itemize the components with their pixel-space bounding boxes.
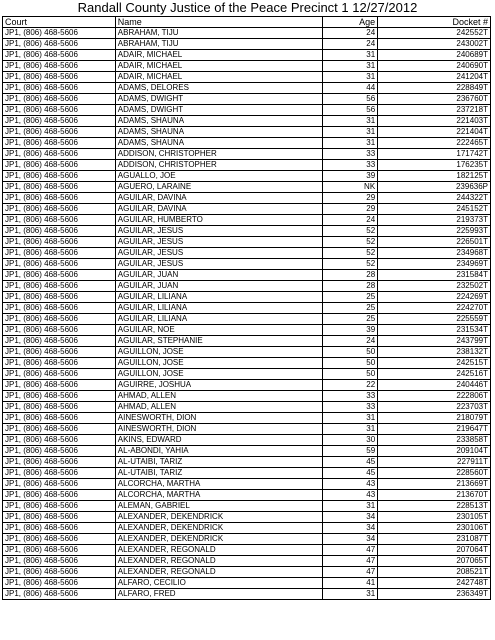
- cell-name: ALEMAN, GABRIEL: [115, 501, 322, 512]
- cell-name: ALEXANDER, DEKENDRICK: [115, 523, 322, 534]
- cell-age: 43: [323, 490, 378, 501]
- cell-age: 33: [323, 391, 378, 402]
- cell-name: ALEXANDER, REGONALD: [115, 556, 322, 567]
- cell-age: 24: [323, 39, 378, 50]
- cell-docket: 240690T: [378, 61, 491, 72]
- cell-court: JP1, (806) 468-5606: [3, 105, 116, 116]
- cell-docket: 236760T: [378, 94, 491, 105]
- cell-name: AGUILAR, JESUS: [115, 259, 322, 270]
- cell-docket: 222465T: [378, 138, 491, 149]
- table-row: [3, 534, 491, 545]
- cell-age: 34: [323, 523, 378, 534]
- cell-docket: 227911T: [378, 457, 491, 468]
- cell-docket: 230105T: [378, 512, 491, 523]
- table-row: [3, 61, 491, 72]
- cell-age: 25: [323, 314, 378, 325]
- table-row: [3, 501, 491, 512]
- cell-age: 33: [323, 402, 378, 413]
- cell-age: 52: [323, 226, 378, 237]
- cell-name: ADAIR, MICHAEL: [115, 61, 322, 72]
- cell-docket: 224269T: [378, 292, 491, 303]
- cell-name: AGUILAR, DAVINA: [115, 193, 322, 204]
- cell-court: JP1, (806) 468-5606: [3, 182, 116, 193]
- cell-name: ADAMS, SHAUNA: [115, 138, 322, 149]
- cell-age: 31: [323, 72, 378, 83]
- table-row: [3, 402, 491, 413]
- cell-docket: 182125T: [378, 171, 491, 182]
- cell-age: 39: [323, 171, 378, 182]
- table-row: [3, 347, 491, 358]
- cell-name: AGUILAR, JUAN: [115, 270, 322, 281]
- cell-name: ALEXANDER, REGONALD: [115, 567, 322, 578]
- cell-docket: 228560T: [378, 468, 491, 479]
- column-header-name: Name: [115, 17, 322, 28]
- cell-name: ADDISON, CHRISTOPHER: [115, 160, 322, 171]
- cell-court: JP1, (806) 468-5606: [3, 380, 116, 391]
- table-row: [3, 226, 491, 237]
- table-row: [3, 215, 491, 226]
- cell-name: ADAMS, DWIGHT: [115, 94, 322, 105]
- cell-docket: 228849T: [378, 83, 491, 94]
- cell-court: JP1, (806) 468-5606: [3, 226, 116, 237]
- cell-docket: 221403T: [378, 116, 491, 127]
- table-row: [3, 314, 491, 325]
- cell-court: JP1, (806) 468-5606: [3, 281, 116, 292]
- cell-court: JP1, (806) 468-5606: [3, 193, 116, 204]
- cell-age: 41: [323, 578, 378, 589]
- cell-age: 47: [323, 556, 378, 567]
- cell-court: JP1, (806) 468-5606: [3, 314, 116, 325]
- cell-age: 52: [323, 237, 378, 248]
- cell-name: ABRAHAM, TIJU: [115, 39, 322, 50]
- cell-name: AGUILLON, JOSE: [115, 369, 322, 380]
- cell-docket: 232502T: [378, 281, 491, 292]
- cell-docket: 242516T: [378, 369, 491, 380]
- cell-docket: 219373T: [378, 215, 491, 226]
- cell-age: 50: [323, 369, 378, 380]
- cell-docket: 243002T: [378, 39, 491, 50]
- cell-name: ADAIR, MICHAEL: [115, 72, 322, 83]
- cell-name: AGUERO, LARAINE: [115, 182, 322, 193]
- cell-court: JP1, (806) 468-5606: [3, 204, 116, 215]
- cell-age: 29: [323, 204, 378, 215]
- table-row: [3, 567, 491, 578]
- cell-name: AINESWORTH, DION: [115, 424, 322, 435]
- cell-court: JP1, (806) 468-5606: [3, 556, 116, 567]
- cell-court: JP1, (806) 468-5606: [3, 589, 116, 600]
- cell-name: AGUILAR, JESUS: [115, 237, 322, 248]
- cell-name: ADDISON, CHRISTOPHER: [115, 149, 322, 160]
- cell-name: AGUIRRE, JOSHUA: [115, 380, 322, 391]
- cell-name: AGUILAR, NOE: [115, 325, 322, 336]
- cell-court: JP1, (806) 468-5606: [3, 369, 116, 380]
- cell-name: ALEXANDER, DEKENDRICK: [115, 512, 322, 523]
- cell-court: JP1, (806) 468-5606: [3, 435, 116, 446]
- cell-court: JP1, (806) 468-5606: [3, 61, 116, 72]
- cell-docket: 236349T: [378, 589, 491, 600]
- cell-court: JP1, (806) 468-5606: [3, 358, 116, 369]
- cell-docket: 207064T: [378, 545, 491, 556]
- cell-age: 52: [323, 248, 378, 259]
- cell-age: 25: [323, 303, 378, 314]
- table-row: [3, 446, 491, 457]
- cell-docket: 213670T: [378, 490, 491, 501]
- cell-name: AGUILAR, JUAN: [115, 281, 322, 292]
- table-row: [3, 237, 491, 248]
- cell-age: 47: [323, 545, 378, 556]
- table-row: [3, 325, 491, 336]
- table-row: [3, 457, 491, 468]
- cell-docket: 226501T: [378, 237, 491, 248]
- cell-docket: 245152T: [378, 204, 491, 215]
- cell-court: JP1, (806) 468-5606: [3, 127, 116, 138]
- table-row: [3, 149, 491, 160]
- cell-court: JP1, (806) 468-5606: [3, 446, 116, 457]
- cell-court: JP1, (806) 468-5606: [3, 50, 116, 61]
- column-header-docket: Docket #: [378, 17, 491, 28]
- table-row: [3, 391, 491, 402]
- column-header-age: Age: [323, 17, 378, 28]
- cell-court: JP1, (806) 468-5606: [3, 501, 116, 512]
- cell-docket: 230106T: [378, 523, 491, 534]
- cell-name: ALCORCHA, MARTHA: [115, 479, 322, 490]
- cell-docket: 225993T: [378, 226, 491, 237]
- cell-name: ADAMS, SHAUNA: [115, 127, 322, 138]
- table-row: [3, 193, 491, 204]
- table-row: [3, 479, 491, 490]
- cell-age: 24: [323, 28, 378, 39]
- cell-docket: 176235T: [378, 160, 491, 171]
- cell-docket: 243799T: [378, 336, 491, 347]
- table-row: [3, 523, 491, 534]
- cell-court: JP1, (806) 468-5606: [3, 303, 116, 314]
- table-row: [3, 105, 491, 116]
- cell-court: JP1, (806) 468-5606: [3, 512, 116, 523]
- cell-name: AHMAD, ALLEN: [115, 391, 322, 402]
- cell-age: 30: [323, 435, 378, 446]
- cell-age: 34: [323, 512, 378, 523]
- cell-name: AHMAD, ALLEN: [115, 402, 322, 413]
- cell-court: JP1, (806) 468-5606: [3, 567, 116, 578]
- cell-court: JP1, (806) 468-5606: [3, 138, 116, 149]
- cell-docket: 238132T: [378, 347, 491, 358]
- cell-court: JP1, (806) 468-5606: [3, 457, 116, 468]
- table-row: [3, 94, 491, 105]
- table-row: [3, 127, 491, 138]
- cell-docket: 244322T: [378, 193, 491, 204]
- cell-court: JP1, (806) 468-5606: [3, 39, 116, 50]
- cell-docket: 222806T: [378, 391, 491, 402]
- cell-docket: 228513T: [378, 501, 491, 512]
- table-row: [3, 50, 491, 61]
- cell-court: JP1, (806) 468-5606: [3, 413, 116, 424]
- table-row: [3, 336, 491, 347]
- cell-court: JP1, (806) 468-5606: [3, 534, 116, 545]
- cell-name: AGUILAR, DAVINA: [115, 204, 322, 215]
- cell-age: 31: [323, 138, 378, 149]
- cell-docket: 242552T: [378, 28, 491, 39]
- cell-court: JP1, (806) 468-5606: [3, 72, 116, 83]
- table-row: [3, 281, 491, 292]
- table-row: [3, 556, 491, 567]
- table-row: [3, 303, 491, 314]
- cell-name: AGUILAR, LILIANA: [115, 314, 322, 325]
- table-row: [3, 171, 491, 182]
- table-row: [3, 138, 491, 149]
- cell-court: JP1, (806) 468-5606: [3, 402, 116, 413]
- table-row: [3, 358, 491, 369]
- cell-docket: 218079T: [378, 413, 491, 424]
- cell-name: AGUILAR, STEPHANIE: [115, 336, 322, 347]
- cell-court: JP1, (806) 468-5606: [3, 578, 116, 589]
- cell-docket: 242515T: [378, 358, 491, 369]
- cell-docket: 242748T: [378, 578, 491, 589]
- cell-docket: 234968T: [378, 248, 491, 259]
- table-row: [3, 116, 491, 127]
- cell-age: 50: [323, 358, 378, 369]
- cell-docket: 233858T: [378, 435, 491, 446]
- cell-age: 31: [323, 501, 378, 512]
- cell-name: AGUALLO, JOE: [115, 171, 322, 182]
- cell-age: 45: [323, 457, 378, 468]
- cell-age: 24: [323, 336, 378, 347]
- table-row: [3, 545, 491, 556]
- cell-name: AKINS, EDWARD: [115, 435, 322, 446]
- docket-table: [2, 16, 491, 600]
- cell-age: 59: [323, 446, 378, 457]
- cell-court: JP1, (806) 468-5606: [3, 237, 116, 248]
- cell-docket: 231534T: [378, 325, 491, 336]
- cell-name: AGUILAR, LILIANA: [115, 303, 322, 314]
- table-row: [3, 369, 491, 380]
- cell-name: ABRAHAM, TIJU: [115, 28, 322, 39]
- cell-name: AL-UTAIBI, TARIZ: [115, 457, 322, 468]
- cell-court: JP1, (806) 468-5606: [3, 336, 116, 347]
- cell-court: JP1, (806) 468-5606: [3, 347, 116, 358]
- table-row: [3, 83, 491, 94]
- table-row: [3, 72, 491, 83]
- page-title: Randall County Justice of the Peace Precinct 1 12/27/2012: [77, 0, 418, 15]
- cell-court: JP1, (806) 468-5606: [3, 468, 116, 479]
- table-row: [3, 292, 491, 303]
- table-row: [3, 182, 491, 193]
- cell-court: JP1, (806) 468-5606: [3, 259, 116, 270]
- cell-name: ALFARO, FRED: [115, 589, 322, 600]
- cell-age: 33: [323, 160, 378, 171]
- cell-name: AGUILAR, HUMBERTO: [115, 215, 322, 226]
- cell-name: AGUILLON, JOSE: [115, 347, 322, 358]
- cell-court: JP1, (806) 468-5606: [3, 160, 116, 171]
- cell-name: AL-ABONDI, YAHIA: [115, 446, 322, 457]
- cell-court: JP1, (806) 468-5606: [3, 479, 116, 490]
- cell-docket: 219647T: [378, 424, 491, 435]
- cell-age: 31: [323, 413, 378, 424]
- cell-court: JP1, (806) 468-5606: [3, 325, 116, 336]
- table-row: [3, 468, 491, 479]
- cell-name: AL-UTAIBI, TARIZ: [115, 468, 322, 479]
- table-row: [3, 578, 491, 589]
- cell-age: 33: [323, 149, 378, 160]
- column-header-court: Court: [3, 17, 116, 28]
- cell-name: ALCORCHA, MARTHA: [115, 490, 322, 501]
- cell-age: 31: [323, 61, 378, 72]
- cell-court: JP1, (806) 468-5606: [3, 424, 116, 435]
- table-row: [3, 160, 491, 171]
- cell-court: JP1, (806) 468-5606: [3, 116, 116, 127]
- cell-docket: 241204T: [378, 72, 491, 83]
- cell-name: ADAIR, MICHAEL: [115, 50, 322, 61]
- cell-court: JP1, (806) 468-5606: [3, 215, 116, 226]
- cell-name: ALEXANDER, DEKENDRICK: [115, 534, 322, 545]
- cell-court: JP1, (806) 468-5606: [3, 83, 116, 94]
- header-row: [3, 17, 491, 28]
- cell-age: 56: [323, 105, 378, 116]
- cell-docket: 207065T: [378, 556, 491, 567]
- cell-docket: 221404T: [378, 127, 491, 138]
- cell-docket: 239636P: [378, 182, 491, 193]
- cell-name: AGUILAR, LILIANA: [115, 292, 322, 303]
- cell-name: ADAMS, DELORES: [115, 83, 322, 94]
- table-row: [3, 512, 491, 523]
- table-row: [3, 259, 491, 270]
- table-row: [3, 270, 491, 281]
- cell-age: 45: [323, 468, 378, 479]
- cell-age: 34: [323, 534, 378, 545]
- cell-docket: 224270T: [378, 303, 491, 314]
- table-row: [3, 28, 491, 39]
- cell-docket: 225559T: [378, 314, 491, 325]
- cell-name: ALEXANDER, REGONALD: [115, 545, 322, 556]
- cell-age: 28: [323, 270, 378, 281]
- cell-age: 44: [323, 83, 378, 94]
- cell-court: JP1, (806) 468-5606: [3, 28, 116, 39]
- table-row: [3, 413, 491, 424]
- cell-docket: 231087T: [378, 534, 491, 545]
- cell-court: JP1, (806) 468-5606: [3, 270, 116, 281]
- cell-docket: 240446T: [378, 380, 491, 391]
- cell-age: 47: [323, 567, 378, 578]
- cell-court: JP1, (806) 468-5606: [3, 523, 116, 534]
- cell-docket: 240689T: [378, 50, 491, 61]
- cell-age: 31: [323, 424, 378, 435]
- cell-age: 24: [323, 215, 378, 226]
- cell-age: 29: [323, 193, 378, 204]
- cell-age: 28: [323, 281, 378, 292]
- table-row: [3, 424, 491, 435]
- cell-court: JP1, (806) 468-5606: [3, 248, 116, 259]
- cell-age: 39: [323, 325, 378, 336]
- cell-name: AGUILLON, JOSE: [115, 358, 322, 369]
- cell-age: 31: [323, 50, 378, 61]
- cell-court: JP1, (806) 468-5606: [3, 545, 116, 556]
- table-row: [3, 435, 491, 446]
- table-row: [3, 248, 491, 259]
- cell-age: 31: [323, 127, 378, 138]
- cell-age: 50: [323, 347, 378, 358]
- cell-name: AGUILAR, JESUS: [115, 226, 322, 237]
- cell-name: ALFARO, CECILIO: [115, 578, 322, 589]
- cell-age: 31: [323, 116, 378, 127]
- table-row: [3, 589, 491, 600]
- cell-age: 52: [323, 259, 378, 270]
- cell-docket: 231584T: [378, 270, 491, 281]
- cell-age: 56: [323, 94, 378, 105]
- cell-court: JP1, (806) 468-5606: [3, 149, 116, 160]
- cell-docket: 171742T: [378, 149, 491, 160]
- cell-docket: 208521T: [378, 567, 491, 578]
- cell-name: AGUILAR, JESUS: [115, 248, 322, 259]
- cell-age: 22: [323, 380, 378, 391]
- cell-age: 31: [323, 589, 378, 600]
- cell-court: JP1, (806) 468-5606: [3, 490, 116, 501]
- cell-docket: 209104T: [378, 446, 491, 457]
- cell-docket: 223703T: [378, 402, 491, 413]
- cell-court: JP1, (806) 468-5606: [3, 292, 116, 303]
- cell-court: JP1, (806) 468-5606: [3, 171, 116, 182]
- cell-docket: 234969T: [378, 259, 491, 270]
- cell-age: NK: [323, 182, 378, 193]
- table-row: [3, 39, 491, 50]
- cell-court: JP1, (806) 468-5606: [3, 94, 116, 105]
- cell-court: JP1, (806) 468-5606: [3, 391, 116, 402]
- table-row: [3, 380, 491, 391]
- cell-age: 43: [323, 479, 378, 490]
- cell-name: ADAMS, SHAUNA: [115, 116, 322, 127]
- cell-age: 25: [323, 292, 378, 303]
- table-row: [3, 490, 491, 501]
- cell-name: ADAMS, DWIGHT: [115, 105, 322, 116]
- table-row: [3, 204, 491, 215]
- cell-docket: 213669T: [378, 479, 491, 490]
- cell-docket: 237218T: [378, 105, 491, 116]
- cell-name: AINESWORTH, DION: [115, 413, 322, 424]
